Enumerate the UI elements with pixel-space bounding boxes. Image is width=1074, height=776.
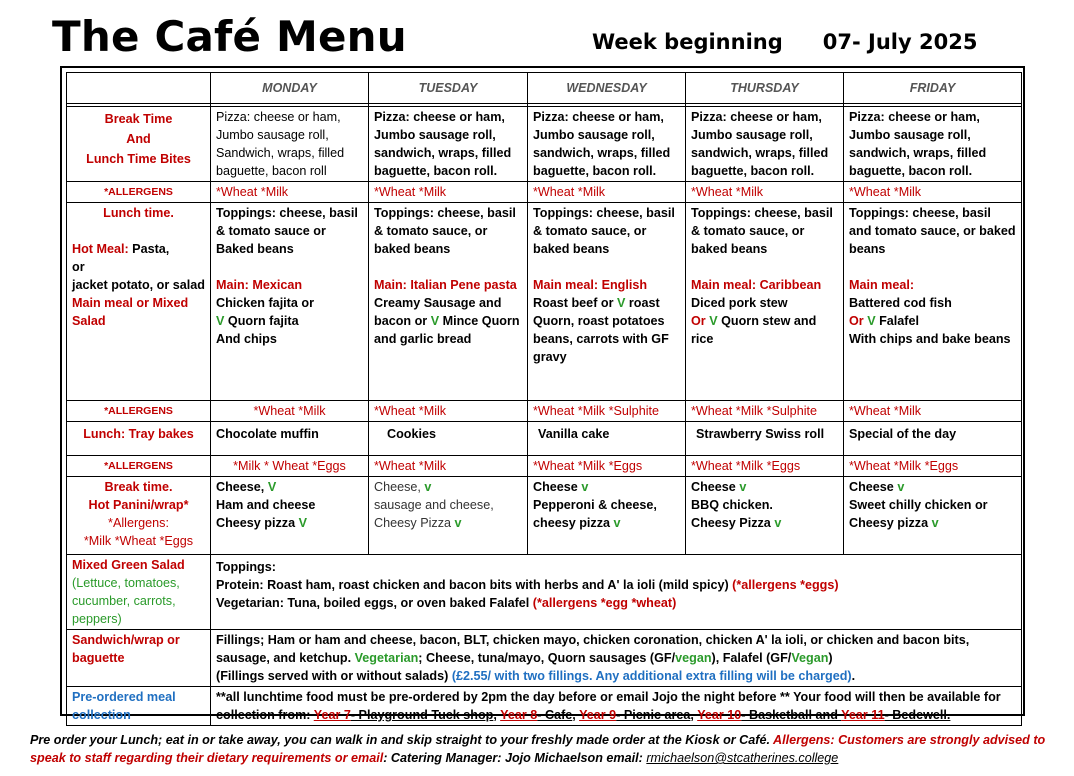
lunch-wednesday: Toppings: cheese, basil & tomato sauce, or baked beans Main meal: English Roast beef or V roast Quorn, roast potatoes beans, carrots with GF gravy (528, 203, 686, 401)
preorder-row (67, 687, 1022, 726)
allergens-tuesday: *Wheat *Milk (369, 182, 528, 203)
traybakes-wednesday: Vanilla cake (528, 422, 686, 456)
week-beginning (592, 30, 977, 54)
allergens-wednesday: *Wheat *Milk *Eggs (528, 456, 686, 477)
allergens-row-1 (67, 182, 1022, 203)
traybakes-tuesday: Cookies (369, 422, 528, 456)
breaktime-tuesday: Pizza: cheese or ham, Jumbo sausage roll, sandwich, wraps, filled baguette, bacon roll. (369, 107, 528, 182)
breaktime-thursday: Pizza: cheese or ham, Jumbo sausage roll, sandwich, wraps, filled baguette, bacon roll. (686, 107, 844, 182)
allergens-thursday: *Wheat *Milk *Eggs (686, 456, 844, 477)
allergens-thursday: *Wheat *Milk (686, 182, 844, 203)
day-friday: FRIDAY (844, 73, 1022, 104)
lunch-friday: Toppings: cheese, basil and tomato sauce, or baked beans Main meal: Battered cod fish Or V Falafel With chips and bake beans (844, 203, 1022, 401)
lunch-row (67, 203, 1022, 401)
allergens-row-3 (67, 456, 1022, 477)
allergens-friday: *Wheat *Milk *Eggs (844, 456, 1022, 477)
day-header-row (67, 73, 1022, 104)
panini-monday: Cheese, V Ham and cheese Cheesy pizza V (211, 477, 369, 555)
page-title: The Café Menu (52, 12, 407, 61)
allergens-tuesday: *Wheat *Milk (369, 456, 528, 477)
breaktime-wednesday: Pizza: cheese or ham, Jumbo sausage roll, sandwich, wraps, filled baguette, bacon roll. (528, 107, 686, 182)
panini-friday: Cheese v Sweet chilly chicken or Cheesy pizza v (844, 477, 1022, 555)
day-wednesday: WEDNESDAY (528, 73, 686, 104)
preorder-details: **all lunchtime food must be pre-ordered by 2pm the day before or email Jojo the night before ** Your food will then be available for collection from: Year 7- Playground Tuck shop, Year 8- Cafe, Year 9- Picnic area, Year 10- Basketball and Year 11- Bedewell. (211, 687, 1022, 726)
traybakes-thursday: Strawberry Swiss roll (686, 422, 844, 456)
traybakes-label: Lunch: Tray bakes (67, 422, 211, 456)
traybakes-monday: Chocolate muffin (211, 422, 369, 456)
allergens-monday: *Wheat *Milk (211, 401, 369, 422)
panini-label: Break time. Hot Panini/wrap* *Allergens: *Milk *Wheat *Eggs (67, 477, 211, 555)
corner-cell (67, 73, 211, 104)
lunch-thursday: Toppings: cheese, basil & tomato sauce, or baked beans Main meal: Caribbean Diced pork stew Or V Quorn stew and rice (686, 203, 844, 401)
menu-table (66, 72, 1022, 726)
salad-details: Toppings: Protein: Roast ham, roast chicken and bacon bits with herbs and A' la ioli (mild spicy) (*allergens *eggs) Vegetarian: Tuna, boiled eggs, or oven baked Falafel (*allergens *egg *wheat) (211, 555, 1022, 630)
traybakes-row (67, 422, 1022, 456)
allergens-monday: *Wheat *Milk (211, 182, 369, 203)
allergens-wednesday: *Wheat *Milk *Sulphite (528, 401, 686, 422)
allergens-label: *ALLERGENS (67, 401, 211, 422)
salad-label: Mixed Green Salad (Lettuce, tomatoes, cucumber, carrots, peppers) (67, 555, 211, 630)
sandwich-label: Sandwich/wrap or baguette (67, 630, 211, 687)
day-monday: MONDAY (211, 73, 369, 104)
breaktime-friday: Pizza: cheese or ham, Jumbo sausage roll, sandwich, wraps, filled baguette, bacon roll. (844, 107, 1022, 182)
allergens-label: *ALLERGENS (67, 456, 211, 477)
panini-wednesday: Cheese v Pepperoni & cheese, cheesy pizza v (528, 477, 686, 555)
salad-row (67, 555, 1022, 630)
lunch-label: Lunch time. Hot Meal: Pasta, or jacket potato, or salad Main meal or Mixed Salad (67, 203, 211, 401)
breaktime-monday: Pizza: cheese or ham, Jumbo sausage roll, Sandwich, wraps, filled baguette, bacon roll (211, 107, 369, 182)
breaktime-label: Break Time And Lunch Time Bites (67, 107, 211, 182)
traybakes-friday: Special of the day (844, 422, 1022, 456)
allergens-label: *ALLERGENS (67, 182, 211, 203)
panini-row (67, 477, 1022, 555)
allergens-wednesday: *Wheat *Milk (528, 182, 686, 203)
lunch-tuesday: Toppings: cheese, basil & tomato sauce, or baked beans Main: Italian Pene pasta Creamy Sausage and bacon or V Mince Quorn and garlic bread (369, 203, 528, 401)
preorder-label: Pre-ordered meal collection (67, 687, 211, 726)
day-tuesday: TUESDAY (369, 73, 528, 104)
email-link[interactable]: rmichaelson@stcatherines.college (646, 751, 839, 765)
allergens-row-2 (67, 401, 1022, 422)
day-thursday: THURSDAY (686, 73, 844, 104)
panini-thursday: Cheese v BBQ chicken. Cheesy Pizza v (686, 477, 844, 555)
week-label: Week beginning (592, 30, 783, 54)
allergens-friday: *Wheat *Milk (844, 182, 1022, 203)
allergens-thursday: *Wheat *Milk *Sulphite (686, 401, 844, 422)
allergens-friday: *Wheat *Milk (844, 401, 1022, 422)
allergens-tuesday: *Wheat *Milk (369, 401, 528, 422)
footer-note: Pre order your Lunch; eat in or take away, you can walk in and skip straight to your freshly made order at the Kiosk or Café. Allergens: Customers are strongly advised to speak to staff regarding their dietary requirements or email: Catering Manager: Jojo Michaelson email: rmichaelson@stcatherines.college (30, 733, 1046, 765)
sandwich-row (67, 630, 1022, 687)
lunch-monday: Toppings: cheese, basil & tomato sauce or Baked beans Main: Mexican Chicken fajita or V Quorn fajita And chips (211, 203, 369, 401)
week-date: 07- July 2025 (822, 30, 978, 54)
sandwich-details: Fillings; Ham or ham and cheese, bacon, BLT, chicken mayo, chicken coronation, chicken A' la ioli, or chicken and bacon bits, sausage, and ketchup. Vegetarian; Cheese, tuna/mayo, Quorn sausages (GF/vegan), Falafel (GF/Vegan) (Fillings served with or without salads) (£2.55/ with two fillings. Any additional extra filling will be charged). (211, 630, 1022, 687)
panini-tuesday: Cheese, v sausage and cheese, Cheesy Pizza v (369, 477, 528, 555)
allergens-monday: *Milk * Wheat *Eggs (211, 456, 369, 477)
breaktime-row (67, 107, 1022, 182)
